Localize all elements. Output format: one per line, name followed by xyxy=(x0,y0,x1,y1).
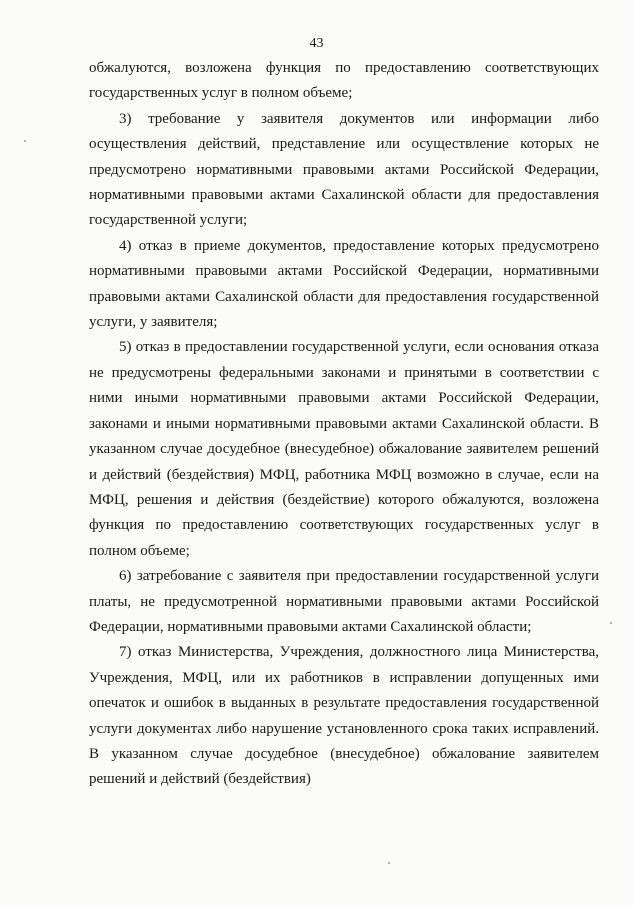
paragraph-item-5: 5) отказ в предоставлении государственной услуги, если основания отказа не предусмотрены федеральными законами и принятыми в соответствии с ними иными нормативными правовыми актами Российской Федерации, законами и иными нормативными правовыми актами Сахалинской области. В указанном случае досудебное (внесудебное) обжалование заявителем решений и действий (бездействия) МФЦ, работника МФЦ возможно в случае, если на МФЦ, решения и действия (бездействие) которого обжалуются, возложена функция по предоставлению соответствующих государственных услуг в полном объеме; xyxy=(89,339,599,559)
paragraph-item-6: 6) затребование с заявителя при предоставлении государственной услуги платы, не предусмотренной нормативными правовыми актами Российской Федерации, нормативными правовыми актами Сахалинской области; xyxy=(89,568,599,635)
document-body xyxy=(89,56,599,793)
paragraph-item-3: 3) требование у заявителя документов или информации либо осуществления действий, представление или осуществление которых не предусмотрено нормативными правовыми актами Российской Федерации, нормативными правовыми актами Сахалинской области для предоставления государственной услуги; xyxy=(89,110,599,229)
scan-speck xyxy=(24,140,26,142)
page-number: 43 xyxy=(309,36,324,51)
scan-speck xyxy=(388,862,390,864)
paragraph-continuation: обжалуются, возложена функция по предоставлению соответствующих государственных услуг в полном объеме; xyxy=(89,60,599,102)
paragraph-item-4: 4) отказ в приеме документов, предоставление которых предусмотрено нормативными правовыми актами Российской Федерации, нормативными правовыми актами Сахалинской области для предоставления государственной услуги, у заявителя; xyxy=(89,237,599,331)
scan-speck xyxy=(610,622,612,624)
paragraph-item-7: 7) отказ Министерства, Учреждения, должностного лица Министерства, Учреждения, МФЦ, или их работников в исправлении допущенных ими опечаток и ошибок в выданных в результате предоставления государственной услуги документах либо нарушение установленного срока таких исправлений. В указанном случае досудебное (внесудебное) обжалование заявителем решений и действий (бездействия) xyxy=(89,644,599,788)
